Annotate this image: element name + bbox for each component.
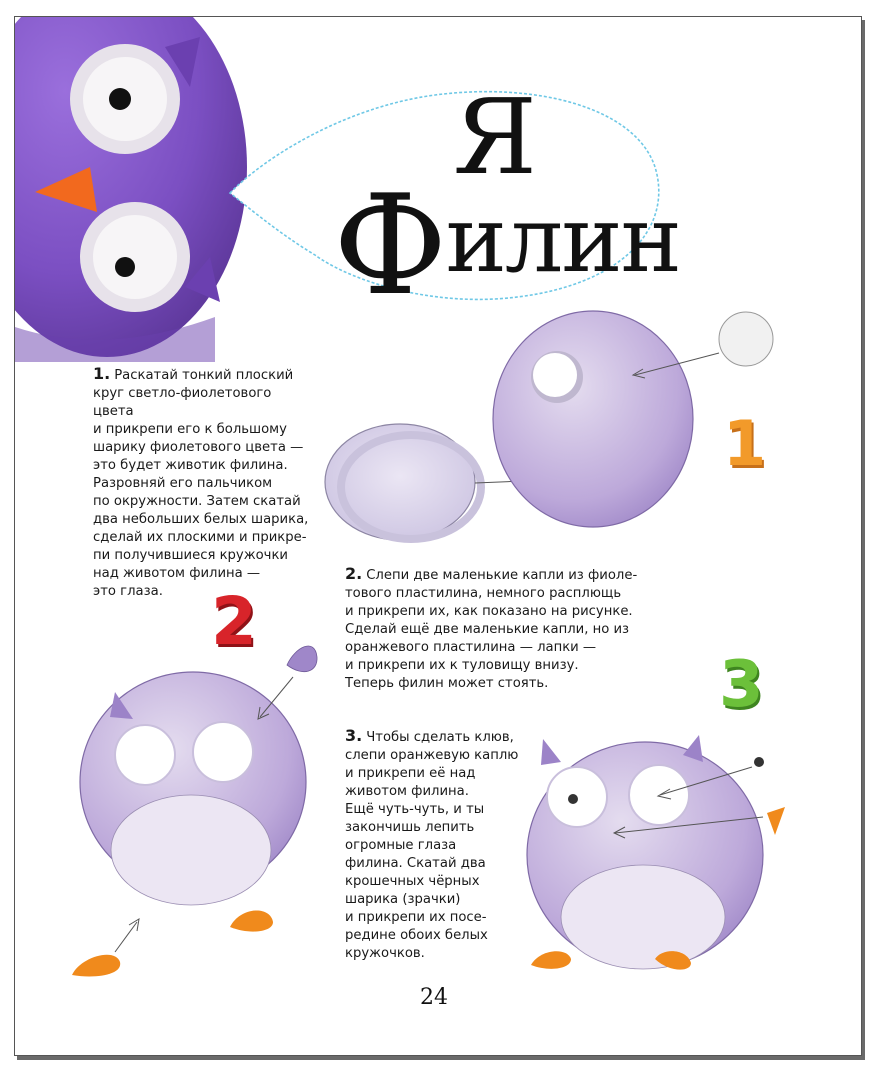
title-line2-rest: илин	[445, 186, 680, 293]
step-2-text	[345, 565, 645, 693]
page-number: 24	[420, 985, 448, 1010]
step-badge-1: 1	[723, 407, 767, 480]
step2-illustration	[72, 646, 317, 977]
step-1-text	[93, 365, 313, 601]
owl-photo	[15, 17, 247, 362]
step-1-number: 1.	[93, 364, 111, 383]
step1-illustration	[325, 311, 773, 540]
step3-illustration	[527, 735, 785, 970]
step-3-text	[345, 727, 520, 963]
book-page	[14, 16, 862, 1056]
step-3-number: 3.	[345, 726, 363, 745]
step-1-body: Раскатай тонкий плоский круг светло-фиолетового цвета и прикрепи его к большому шарику фиолетового цвета — это будет животик филина. Разровняй его пальчиком по окружности. Затем скатай два небольших белых шарика, сделай их плоскими и прикре- пи получившиеся кружочки над животом филина — это глаза.	[93, 368, 309, 599]
step-2-number: 2.	[345, 564, 363, 583]
step-badge-3: 3	[719, 648, 764, 722]
step-3-body: Чтобы сделать клюв, слепи оранжевую каплю и прикрепи её над животом филина. Ещё чуть-чуть, и ты закончишь лепить огромные глаза филина. Скатай два крошечных чёрных шарика (зрачки) и прикрепи их посе- редине обоих белых кружочков.	[345, 730, 519, 961]
title-line2-initial: Ф	[333, 165, 446, 326]
step-badge-2: 2	[211, 583, 257, 660]
title-line1: Я	[453, 76, 537, 198]
title-line2	[333, 165, 680, 326]
step-2-body: Слепи две маленькие капли из фиоле- тового пластилина, немного расплющь и прикрепи их, как показано на рисунке. Сделай ещё две маленькие капли, но из оранжевого пластилина — лапки — и прикрепи их к туловищу внизу. Теперь филин может стоять.	[345, 568, 638, 691]
